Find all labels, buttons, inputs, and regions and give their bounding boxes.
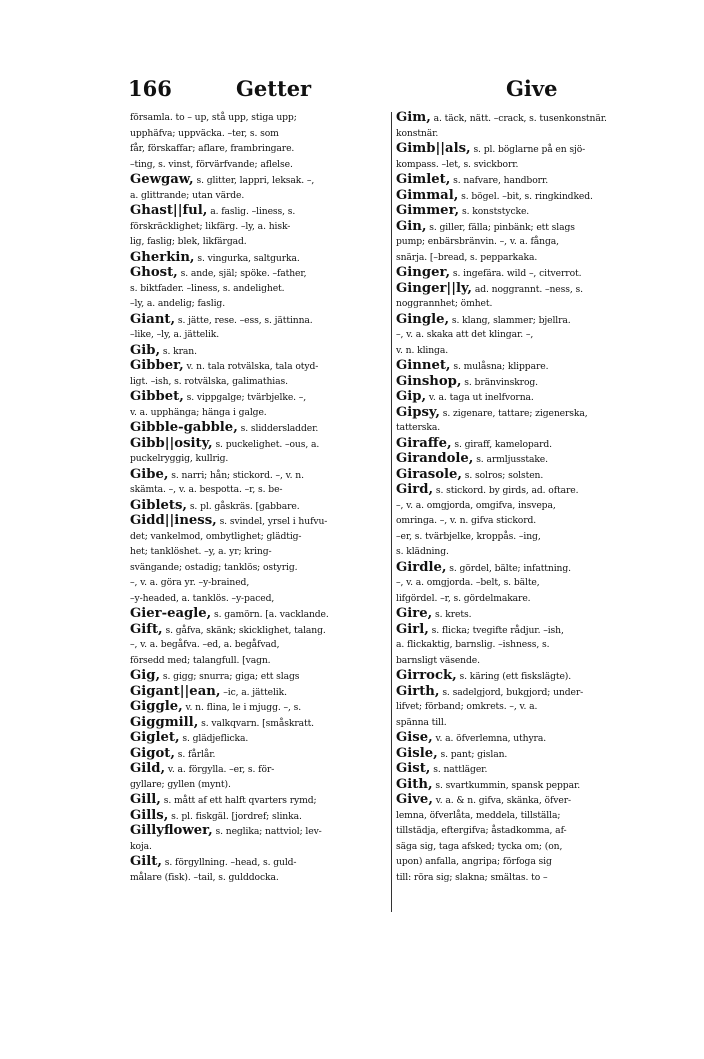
entry-line bbox=[396, 126, 652, 142]
headword: Gild, bbox=[130, 761, 166, 776]
entry-line bbox=[130, 808, 388, 824]
definition-text: till: röra sig; slakna; smältas. to – bbox=[396, 871, 548, 883]
definition-text: s. ande, själ; spöke. –father, bbox=[177, 268, 307, 279]
right-column bbox=[396, 110, 652, 885]
definition-text: s. giraff, kamelopard. bbox=[451, 438, 552, 450]
definition-text: s. pant; gislan. bbox=[437, 748, 508, 760]
entry-line bbox=[396, 358, 652, 374]
entry-line bbox=[396, 761, 652, 777]
headword: Gimmal, bbox=[396, 187, 459, 203]
entry-line bbox=[396, 591, 652, 607]
definition-text: s. vippgalge; tvärbjelke. –, bbox=[183, 392, 307, 403]
entry-line bbox=[396, 389, 652, 405]
definition-text: s. klädning. bbox=[396, 546, 449, 557]
entry-line bbox=[130, 622, 388, 638]
entry-line bbox=[130, 746, 388, 762]
headword: Gewgaw, bbox=[130, 172, 194, 187]
definition-text: v. n. klinga. bbox=[396, 344, 449, 356]
definition-text: s. glitter, lappri, leksak. –, bbox=[193, 175, 315, 186]
entry-line bbox=[130, 141, 388, 157]
definition-text: målare (fisk). –tail, s. gulddocka. bbox=[130, 871, 279, 883]
headword: Girrock, bbox=[396, 668, 457, 683]
headword: Gin, bbox=[396, 218, 427, 234]
entry-line bbox=[396, 219, 652, 235]
definition-text: församla. to – up, stå upp, stiga upp; bbox=[130, 112, 297, 123]
entry-line bbox=[130, 684, 388, 700]
entry-line bbox=[130, 870, 388, 886]
entry-line bbox=[396, 172, 652, 188]
definition-text: v. a. upphänga; hänga i galge. bbox=[130, 406, 267, 418]
entry-line bbox=[396, 684, 652, 700]
entry-line bbox=[130, 188, 388, 204]
entry-line bbox=[396, 808, 652, 824]
entry-line bbox=[130, 761, 388, 777]
headword: Gimlet, bbox=[396, 172, 451, 187]
entry-line bbox=[130, 172, 388, 188]
entry-line bbox=[396, 281, 652, 297]
definition-text: a. faslig. –liness, s. bbox=[207, 206, 296, 217]
entry-line bbox=[130, 668, 388, 684]
definition-text: s. vingurka, saltgurka. bbox=[194, 252, 300, 264]
headword: Gigot, bbox=[130, 745, 175, 761]
entry-line bbox=[396, 715, 652, 731]
definition-text: –ly, a. andelig; faslig. bbox=[130, 298, 226, 309]
entry-line bbox=[396, 606, 652, 622]
entry-line bbox=[396, 265, 652, 281]
entry-line bbox=[396, 777, 652, 793]
headword: Ginger||ly, bbox=[396, 280, 473, 296]
definition-text: s. ingefära. wild –, citverrot. bbox=[450, 268, 582, 279]
definition-text: får, förskaffar; aflare, frambringare. bbox=[130, 143, 295, 154]
headword: Gilt, bbox=[130, 854, 162, 869]
left-column bbox=[130, 110, 388, 885]
definition-text: s. bränvinskrog. bbox=[461, 376, 538, 388]
definition-text: s. puckelighet. –ous, a. bbox=[212, 438, 320, 450]
entry-line bbox=[130, 327, 388, 343]
definition-text: –, v. a. omgjorda, omgifva, insvepa, bbox=[396, 499, 556, 511]
page-header bbox=[128, 76, 558, 106]
definition-text: s. gigg; snurra; giga; ett slags bbox=[160, 671, 300, 682]
headword: Gingle, bbox=[396, 311, 450, 327]
headword: Gills, bbox=[130, 807, 169, 823]
entry-line bbox=[130, 374, 388, 390]
entry-line bbox=[396, 513, 652, 529]
headword: Gidd||iness, bbox=[130, 513, 217, 528]
entry-line bbox=[396, 436, 652, 452]
definition-text: gyllare; gyllen (mynt). bbox=[130, 778, 231, 790]
definition-text: svängande; ostadig; tanklös; ostyrig. bbox=[130, 561, 298, 573]
entry-line bbox=[130, 296, 388, 312]
definition-text: skämta. –, v. a. bespotta. –r, s. be- bbox=[130, 484, 283, 495]
headword: Gim, bbox=[396, 110, 431, 125]
definition-text: s. mått af ett halft qvarters rymd; bbox=[160, 795, 317, 806]
definition-text: s. kran. bbox=[160, 345, 197, 357]
entry-line bbox=[396, 699, 652, 715]
headword: Giglet, bbox=[130, 730, 180, 745]
definition-text: s. fårlår. bbox=[174, 748, 216, 760]
definition-text: ad. noggrannt. –ness, s. bbox=[472, 283, 583, 295]
headword: Gimmer, bbox=[396, 203, 460, 218]
definition-text: omringa. –, v. n. gifva stickord. bbox=[396, 515, 537, 526]
headword: Gier-eagle, bbox=[130, 606, 212, 621]
definition-text: tatterska. bbox=[396, 422, 441, 433]
headword: Gibber, bbox=[130, 358, 184, 373]
entry-line bbox=[130, 110, 388, 126]
header-right-word: Give bbox=[506, 76, 558, 101]
entry-line bbox=[396, 637, 652, 653]
definition-text: –like, –ly, a. jättelik. bbox=[130, 329, 220, 340]
headword: Girandole, bbox=[396, 451, 474, 466]
entry-line bbox=[130, 606, 388, 622]
entry-line bbox=[396, 854, 652, 870]
headword: Gire, bbox=[396, 606, 433, 621]
entry-line bbox=[396, 823, 652, 839]
definition-text: s. stickord. by girds, ad. oftare. bbox=[433, 485, 579, 496]
definition-text: s. flicka; tvegifte rådjur. –ish, bbox=[428, 624, 564, 636]
definition-text: s. svartkummin, spansk peppar. bbox=[432, 779, 581, 791]
headword: Giggmill, bbox=[130, 714, 199, 730]
entry-line bbox=[130, 265, 388, 281]
definition-text: lifgördel. –r, s. gördelmakare. bbox=[396, 592, 531, 604]
entry-line bbox=[130, 436, 388, 452]
entry-line bbox=[396, 312, 652, 328]
definition-text: koja. bbox=[130, 840, 152, 852]
entry-line bbox=[130, 529, 388, 545]
page-number: 166 bbox=[128, 76, 172, 101]
definition-text: s. nafvare, handborr. bbox=[450, 175, 549, 186]
entry-line bbox=[130, 420, 388, 436]
definition-text: s. bögel. –bit, s. ringkindked. bbox=[458, 190, 593, 202]
definition-text: –, v. a. göra yr. –y-brained, bbox=[130, 577, 250, 588]
entry-line bbox=[130, 405, 388, 421]
definition-text: s. mulåsna; klippare. bbox=[450, 361, 549, 372]
definition-text: ligt. –ish, s. rotvälska, galimathias. bbox=[130, 375, 288, 387]
headword: Ginshop, bbox=[396, 373, 462, 389]
headword: Ghast||ful, bbox=[130, 203, 208, 218]
definition-text: pump; enbärsbränvin. –, v. a. fånga, bbox=[396, 236, 559, 247]
definition-text: s. gamörn. [a. vacklande. bbox=[211, 609, 329, 620]
entry-line bbox=[130, 281, 388, 297]
entry-line bbox=[396, 746, 652, 762]
entry-line bbox=[130, 126, 388, 142]
headword: Gimb||als, bbox=[396, 141, 471, 156]
definition-text: s. sadelgjord, bukgjord; under- bbox=[439, 686, 584, 698]
entry-line bbox=[396, 575, 652, 591]
entry-line bbox=[396, 529, 652, 545]
entry-line bbox=[130, 451, 388, 467]
entry-line bbox=[130, 157, 388, 173]
definition-text: –ic, a. jättelik. bbox=[220, 686, 287, 698]
definition-text: säga sig, taga afsked; tycka om; (on, bbox=[396, 840, 563, 852]
definition-text: noggrannhet; ömhet. bbox=[396, 298, 493, 309]
entry-line bbox=[130, 544, 388, 560]
headword: Gillyflower, bbox=[130, 823, 213, 838]
definition-text: s. klang, slammer; bjellra. bbox=[449, 314, 571, 326]
headword: Gib, bbox=[130, 342, 161, 358]
column-divider bbox=[391, 112, 392, 912]
entry-line bbox=[130, 482, 388, 498]
entry-line bbox=[130, 823, 388, 839]
entry-line bbox=[130, 653, 388, 669]
entry-line bbox=[130, 358, 388, 374]
definition-text: –, v. a. omgjorda. –belt, s. bälte, bbox=[396, 577, 540, 588]
definition-text: lemna, öfverlåta, meddela, tillställa; bbox=[396, 809, 561, 821]
definition-text: v. a. öfverlemna, uthyra. bbox=[432, 733, 547, 744]
definition-text: snärja. [–bread, s. pepparkaka. bbox=[396, 251, 538, 263]
entry-line bbox=[396, 420, 652, 436]
headword: Gibbet, bbox=[130, 389, 184, 404]
definition-text: s. förgyllning. –head, s. guld- bbox=[161, 857, 297, 868]
definition-text: s. biktfader. –liness, s. andelighet. bbox=[130, 282, 285, 294]
definition-text: försedd med; talangfull. [vagn. bbox=[130, 654, 271, 666]
definition-text: s. neglika; nattviol; lev- bbox=[212, 826, 322, 837]
definition-text: lig, faslig; blek, likfärgad. bbox=[130, 236, 247, 247]
definition-text: s. pl. böglarne på en sjö- bbox=[470, 144, 586, 155]
entry-line bbox=[396, 234, 652, 250]
definition-text: s. pl. gåskräs. [gabbare. bbox=[187, 500, 300, 512]
definition-text: upon) anfalla, angripa; förfoga sig bbox=[396, 856, 552, 867]
headword: Girl, bbox=[396, 621, 429, 637]
entry-line bbox=[130, 498, 388, 514]
headword: Gibb||osity, bbox=[130, 435, 213, 451]
entry-line bbox=[130, 575, 388, 591]
entry-line bbox=[396, 296, 652, 312]
headword: Gibble-gabble, bbox=[130, 420, 238, 435]
definition-text: a. glittrande; utan värde. bbox=[130, 189, 245, 201]
entry-line bbox=[396, 482, 652, 498]
headword: Gise, bbox=[396, 730, 433, 745]
headword: Girdle, bbox=[396, 559, 447, 575]
headword: Gip, bbox=[396, 389, 427, 404]
headword: Girth, bbox=[396, 683, 440, 699]
definition-text: s. giller, fälla; pinbänk; ett slags bbox=[426, 221, 575, 233]
definition-text: s. gåfva, skänk; skicklighet, talang. bbox=[162, 624, 326, 636]
entry-line bbox=[396, 203, 652, 219]
headword: Gig, bbox=[130, 668, 161, 683]
definition-text: lifvet; förband; omkrets. –, v. a. bbox=[396, 701, 538, 712]
entry-line bbox=[396, 141, 652, 157]
entry-line bbox=[130, 343, 388, 359]
entry-line bbox=[396, 544, 652, 560]
entry-line bbox=[396, 250, 652, 266]
entry-line bbox=[130, 777, 388, 793]
definition-text: –ting, s. vinst, förvärfvande; aflelse. bbox=[130, 158, 293, 170]
headword: Gist, bbox=[396, 761, 431, 776]
entry-line bbox=[396, 157, 652, 173]
definition-text: het; tanklöshet. –y, a. yr; kring- bbox=[130, 546, 272, 557]
header-left-word: Getter bbox=[236, 76, 312, 101]
entry-line bbox=[130, 467, 388, 483]
headword: Giggle, bbox=[130, 699, 183, 714]
entry-line bbox=[396, 730, 652, 746]
definition-text: –y-headed, a. tanklös. –y-paced, bbox=[130, 592, 275, 604]
entry-line bbox=[130, 591, 388, 607]
entry-line bbox=[396, 792, 652, 808]
definition-text: –, v. a. begåfva. –ed, a. begåfvad, bbox=[130, 639, 280, 650]
definition-text: s. zigenare, tattare; zigenerska, bbox=[439, 407, 588, 419]
entry-line bbox=[396, 839, 652, 855]
headword: Gird, bbox=[396, 482, 434, 497]
definition-text: v. n. tala rotvälska, tala otyd- bbox=[183, 361, 319, 372]
definition-text: s. valkqvarn. [småskratt. bbox=[198, 717, 314, 729]
definition-text: s. gördel, bälte; infattning. bbox=[446, 562, 571, 574]
headword: Ginger, bbox=[396, 265, 451, 280]
entry-line bbox=[396, 622, 652, 638]
definition-text: s. nattläger. bbox=[430, 764, 488, 775]
headword: Gigant||ean, bbox=[130, 683, 221, 699]
definition-text: v. n. flina, le i mjugg. –, s. bbox=[182, 702, 302, 713]
headword: Girasole, bbox=[396, 466, 462, 482]
definition-text: det; vankelmod, ombytlighet; glädtig- bbox=[130, 530, 302, 542]
definition-text: s. jätte, rese. –ess, s. jättinna. bbox=[175, 314, 313, 326]
entry-line bbox=[396, 653, 652, 669]
entry-line bbox=[130, 730, 388, 746]
definition-text: s. sliddersladder. bbox=[237, 423, 319, 434]
entry-line bbox=[396, 498, 652, 514]
definition-text: s. konststycke. bbox=[459, 206, 530, 217]
definition-text: v. a. taga ut inelfvorna. bbox=[426, 392, 534, 403]
entry-line bbox=[396, 467, 652, 483]
definition-text: tillstädja, eftergifva; åstadkomma, af- bbox=[396, 825, 567, 836]
headword: Give, bbox=[396, 792, 433, 807]
entry-line bbox=[396, 560, 652, 576]
definition-text: s. svindel, yrsel i hufvu- bbox=[216, 516, 328, 527]
entry-line bbox=[130, 203, 388, 219]
definition-text: s. pl. fiskgäl. [jordref; slinka. bbox=[168, 810, 302, 822]
definition-text: v. a. förgylla. –er, s. för- bbox=[165, 764, 275, 775]
headword: Gill, bbox=[130, 792, 161, 807]
headword: Ginnet, bbox=[396, 358, 451, 373]
entry-line bbox=[130, 637, 388, 653]
entry-line bbox=[130, 854, 388, 870]
headword: Giraffe, bbox=[396, 435, 452, 451]
entry-line bbox=[396, 374, 652, 390]
headword: Giant, bbox=[130, 311, 176, 327]
headword: Gith, bbox=[396, 776, 433, 792]
entry-line bbox=[130, 792, 388, 808]
definition-text: s. narri; hån; stickord. –, v. n. bbox=[168, 469, 304, 481]
entry-line bbox=[130, 699, 388, 715]
entry-line bbox=[130, 513, 388, 529]
definition-text: spänna till. bbox=[396, 716, 447, 728]
entry-line bbox=[396, 668, 652, 684]
entry-line bbox=[130, 312, 388, 328]
entry-line bbox=[130, 839, 388, 855]
entry-line bbox=[130, 250, 388, 266]
headword: Giblets, bbox=[130, 497, 187, 513]
headword: Gisle, bbox=[396, 745, 438, 761]
entry-line bbox=[130, 715, 388, 731]
definition-text: s. armljusstake. bbox=[473, 454, 548, 465]
definition-text: konstnär. bbox=[396, 127, 439, 139]
entry-line bbox=[396, 451, 652, 467]
entry-line bbox=[396, 110, 652, 126]
definition-text: puckelryggig, kullrig. bbox=[130, 453, 229, 464]
headword: Gherkin, bbox=[130, 249, 195, 265]
definition-text: –, v. a. skaka att det klingar. –, bbox=[396, 329, 534, 340]
entry-line bbox=[396, 405, 652, 421]
definition-text: barnsligt väsende. bbox=[396, 654, 480, 666]
headword: Gift, bbox=[130, 621, 163, 637]
definition-text: a. täck, nätt. –crack, s. tusenkonstnär. bbox=[430, 113, 607, 124]
entry-line bbox=[396, 870, 652, 886]
definition-text: a. flickaktig, barnslig. –ishness, s. bbox=[396, 639, 550, 650]
headword: Ghost, bbox=[130, 265, 178, 280]
headword: Gipsy, bbox=[396, 404, 440, 420]
headword: Gibe, bbox=[130, 466, 169, 482]
definition-text: s. glädjeflicka. bbox=[179, 733, 249, 744]
entry-line bbox=[130, 219, 388, 235]
definition-text: s. käring (ett fiskslägte). bbox=[456, 671, 572, 682]
entry-line bbox=[396, 188, 652, 204]
entry-line bbox=[130, 389, 388, 405]
definition-text: kompass. –let, s. svickborr. bbox=[396, 158, 519, 170]
definition-text: förskräcklighet; likfärg. –ly, a. hisk- bbox=[130, 220, 291, 232]
entry-line bbox=[130, 234, 388, 250]
definition-text: upphäfva; uppväcka. –ter, s. som bbox=[130, 127, 279, 139]
entry-line bbox=[396, 327, 652, 343]
entry-line bbox=[130, 560, 388, 576]
entry-line bbox=[396, 343, 652, 359]
definition-text: s. krets. bbox=[432, 609, 472, 620]
definition-text: v. a. & n. gifva, skänka, öfver- bbox=[432, 795, 572, 806]
definition-text: –er, s. tvärbjelke, kroppås. –ing, bbox=[396, 530, 541, 542]
definition-text: s. solros; solsten. bbox=[461, 469, 544, 481]
